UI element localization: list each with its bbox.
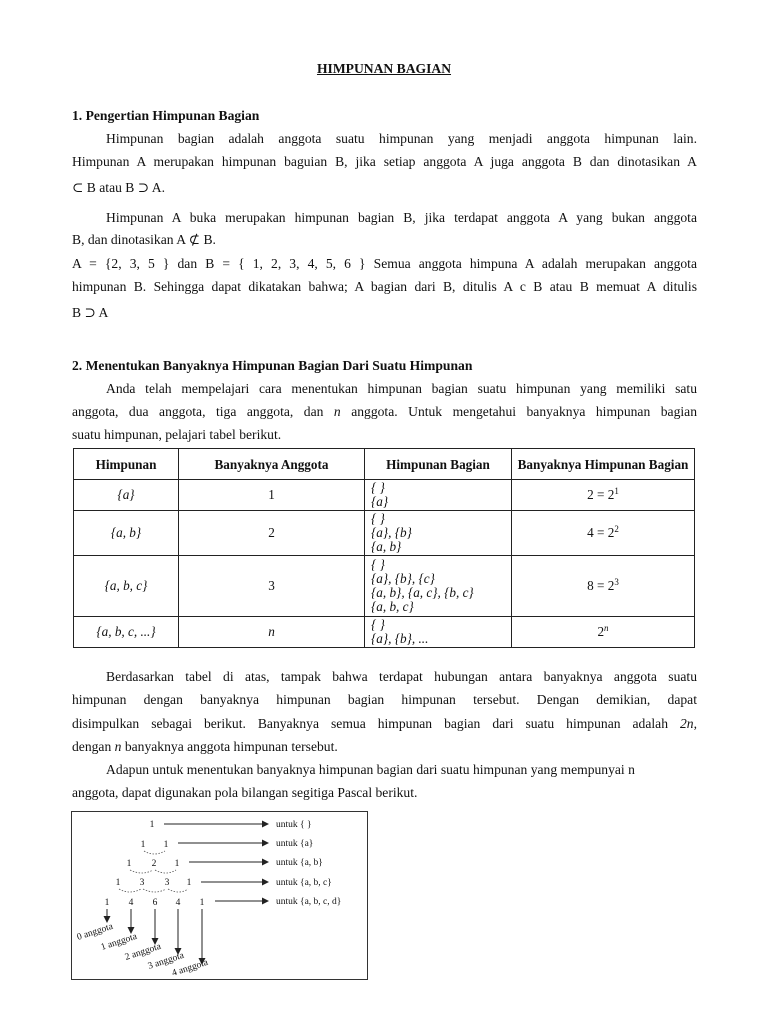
table-row (74, 556, 695, 617)
table-cell-count: 2 (179, 511, 365, 556)
page-title: HIMPUNAN BAGIAN (316, 61, 452, 76)
pascal-label: untuk {a, b, c, d} (276, 897, 342, 907)
paragraph-line: dengan n banyaknya anggota himpunan tersebut. (72, 739, 338, 754)
table-header: Banyaknya Anggota (179, 449, 365, 480)
table-row (74, 511, 695, 556)
table-header: Himpunan (74, 449, 179, 480)
paragraph-line: suatu himpunan, pelajari tabel berikut. (72, 427, 282, 442)
pascal-number: 6 (152, 898, 158, 908)
table-cell-count: 3 (179, 556, 365, 617)
table-cell-subsets: { } {a}, {b} {a, b} (365, 511, 512, 556)
anggota-label: 3 anggota (146, 950, 186, 972)
anggota-label: 1 anggota (99, 931, 139, 953)
subset-table (73, 448, 695, 648)
paragraph-line: Himpunan A buka merupakan himpunan bagian B, jika terdapat anggota A yang bukan anggota (106, 210, 697, 225)
table-header: Banyaknya Himpunan Bagian (512, 449, 695, 480)
section-2-heading: 2. Menentukan Banyaknya Himpunan Bagian Dari Suatu Himpunan (72, 358, 473, 373)
pascal-connectors (119, 851, 188, 892)
anggota-label: 4 anggota (170, 957, 210, 979)
table-header: Himpunan Bagian (365, 449, 512, 480)
paragraph-line: B, dan dinotasikan A ⊄ B. (72, 232, 216, 247)
pascal-number: 1 (126, 859, 132, 869)
table-cell-count: 1 (179, 480, 365, 511)
table-cell-set: {a, b, c} (74, 556, 179, 617)
paragraph-line: ⊂ B atau B ⊃ A. (72, 180, 166, 195)
pascal-triangle-figure (71, 811, 368, 980)
pascal-diagram (72, 812, 367, 979)
paragraph-line: B ⊃ A (72, 305, 109, 320)
paragraph-line: Himpunan A merupakan himpunan baguian B, jika setiap anggota A juga anggota B dan dinotasikan A (72, 154, 697, 169)
table-cell-set: {a, b, c, ...} (74, 617, 179, 648)
table-cell-set: {a} (74, 480, 179, 511)
pascal-label: untuk {a} (276, 839, 314, 849)
paragraph-line: Anda telah mempelajari cara menentukan himpunan bagian suatu himpunan yang memiliki satu (106, 381, 697, 396)
anggota-label: 0 anggota (75, 921, 115, 943)
anggota-label: 2 anggota (123, 941, 163, 963)
pascal-number: 2 (151, 859, 157, 869)
paragraph-line: himpunan B. Sehingga dapat dikatakan bahwa; A bagian dari B, ditulis A c B atau B memuat A ditulis (72, 279, 697, 294)
pascal-number: 4 (175, 898, 181, 908)
table-cell-total: $4 = 2^2$ (512, 511, 695, 556)
section-1-heading: 1. Pengertian Himpunan Bagian (72, 108, 260, 123)
pascal-label: untuk {a, b, c} (276, 878, 332, 888)
pascal-number: 3 (164, 878, 170, 888)
table-cell-count: n (179, 617, 365, 648)
pascal-number: 1 (186, 878, 192, 888)
paragraph-line: himpunan dengan banyaknya himpunan bagian himpunan tersebut. Dengan demikian, dapat (72, 692, 697, 707)
paragraph-line: A = {2, 3, 5 } dan B = { 1, 2, 3, 4, 5, 6 } Semua anggota himpuna A adalah merupakan anggota (72, 256, 697, 271)
table-cell-subsets: { } {a} (365, 480, 512, 511)
paragraph-line: anggota, dua anggota, tiga anggota, dan n anggota. Untuk mengetahui banyaknya himpunan bagian (72, 404, 697, 419)
pascal-number: 3 (139, 878, 145, 888)
pascal-number: 1 (140, 840, 146, 850)
table-cell-set: {a, b} (74, 511, 179, 556)
pascal-number: 1 (199, 898, 205, 908)
pascal-label: untuk { } (276, 820, 312, 830)
paragraph-line: Berdasarkan tabel di atas, tampak bahwa terdapat hubungan antara banyaknya anggota suatu (106, 669, 697, 684)
table-cell-total: 2$^n$ (512, 617, 695, 648)
pascal-label: untuk {a, b} (276, 858, 323, 868)
paragraph-line: anggota, dapat digunakan pola bilangan segitiga Pascal berikut. (72, 785, 418, 800)
table-cell-total: $8 = 2^3$ (512, 556, 695, 617)
table-header-row (74, 449, 695, 480)
pascal-number: 1 (115, 878, 121, 888)
pascal-number: 1 (149, 820, 155, 830)
pascal-number: 1 (163, 840, 169, 850)
table-cell-subsets: { } {a}, {b}, {c} {a, b}, {a, c}, {b, c} {a, b, c} (365, 556, 512, 617)
pascal-number: 4 (128, 898, 134, 908)
arrow-group (164, 824, 268, 901)
table-row (74, 480, 695, 511)
pascal-number: 1 (104, 898, 110, 908)
pascal-number: 1 (174, 859, 180, 869)
table-row (74, 617, 695, 648)
paragraph-line: Adapun untuk menentukan banyaknya himpunan bagian dari suatu himpunan yang mempunyai n (106, 762, 635, 777)
paragraph-line: Himpunan bagian adalah anggota suatu himpunan yang menjadi anggota himpunan lain. (106, 131, 697, 146)
table-cell-total: $2 = 2^1$ (512, 480, 695, 511)
table-cell-subsets: { } {a}, {b}, ... (365, 617, 512, 648)
paragraph-line: disimpulkan sebagai berikut. Banyaknya semua himpunan bagian dari suatu himpunan adalah 2n, (72, 716, 697, 731)
